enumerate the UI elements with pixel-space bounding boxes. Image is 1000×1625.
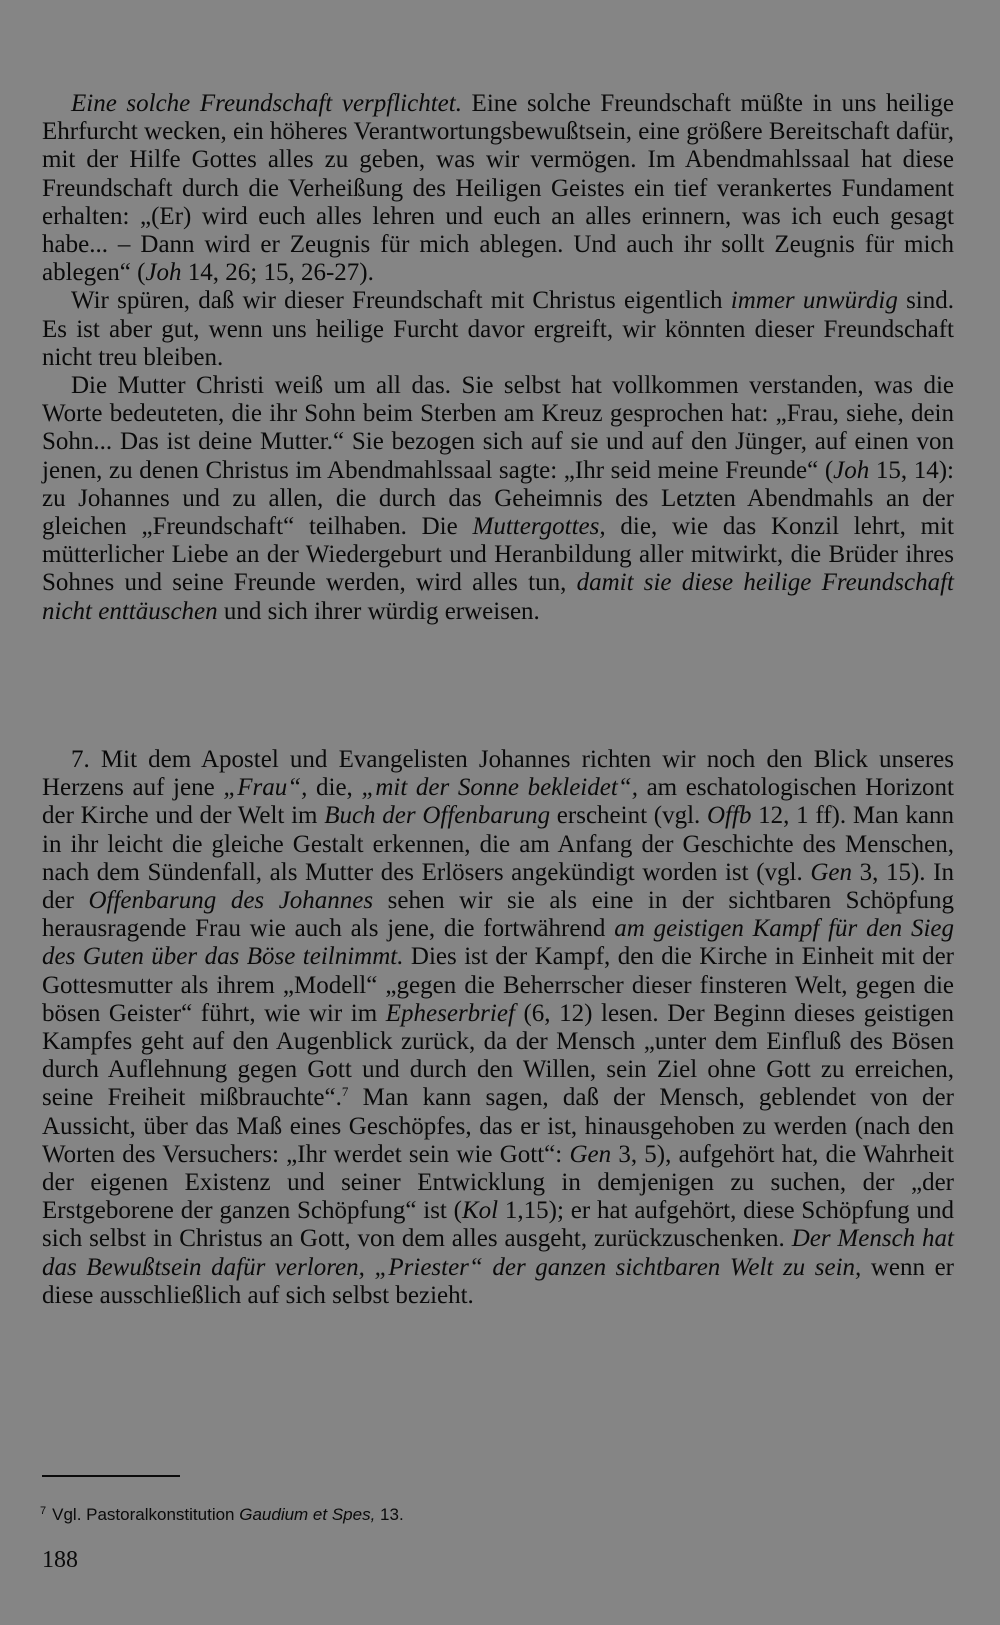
scripture-ref: Gen [810,858,852,886]
footnote-divider [42,1475,180,1477]
emphasis-text: Epheserbrief [385,999,515,1027]
scripture-ref: Kol [462,1197,499,1225]
emphasis-text: Der Mensch hat das Bewußtsein dafür verloren, „Priester“ der ganzen sichtbaren Welt zu sein, [42,1225,954,1281]
page-number: 188 [42,1547,78,1573]
emphasis-text: „mit der Sonne bekleidet“, [361,774,638,802]
emphasis-text: immer unwürdig [730,287,898,315]
footnote-title: Gaudium et Spes, [239,1505,376,1524]
scripture-ref: Joh [833,456,870,484]
footnote-reference[interactable]: 7 [341,1084,349,1100]
footnote-text: Vgl. Pastoralkonstitution [52,1505,240,1524]
footnote-ref: 13. [375,1505,404,1524]
emphasis-text: Offenbarung des Johannes [88,887,374,915]
main-text-section-b [42,746,954,1310]
emphasis-text: „Frau“, [223,774,308,802]
emphasis-text: damit sie diese heilige Freundschaft nicht enttäuschen [42,569,954,625]
paragraph-unworthy: Wir spüren, daß wir dieser Freundschaft mit Christus eigentlich immer unwürdig sind. Es ist aber gut, wenn uns heilige Furcht davor ergreift, wir könnten dieser Freundschaft nicht treu bleiben. [42,287,954,371]
paragraph-mother-of-christ: Die Mutter Christi weiß um all das. Sie selbst hat vollkommen verstanden, was die Worte bedeuteten, die ihr Sohn beim Sterben am Kreuz gesprochen hat: „Frau, siehe, dein Sohn... Das ist deine Mutter.“ Sie bezogen sich auf sie und auf den Jünger, auf einen von jenen, zu denen Christus im Abendmahlssaal sagte: „Ihr seid meine Freunde“ (Joh 15, 14): zu Johannes und zu allen, die durch das Geheimnis des Letzten Abendmahls an der gleichen „Freundschaft“ teilhaben. Die Muttergottes, die, wie das Konzil lehrt, mit mütterlicher Liebe an der Wiedergeburt und Heranbildung aller mitwirkt, die Brüder ihres Sohnes und seine Freunde werden, wird alles tun, damit sie diese heilige Freundschaft nicht enttäuschen und sich ihrer würdig erweisen. [42,372,954,625]
emphasis-text: Muttergottes, [472,513,606,541]
scripture-ref: Offb [707,802,752,830]
paragraph-friendship-obligation: Eine solche Freundschaft verpflichtet. Eine solche Freundschaft müßte in uns heilige Ehrfurcht wecken, ein höheres Verantwortungsbewußtsein, eine größere Bereitschaft dafür, mit der Hilfe Gottes alles zu geben, was wir vermögen. Im Abendmahlssaal hat diese Freundschaft durch die Verheißung des Heiligen Geistes ein tief verankertes Fundament erhalten: „(Er) wird euch alles lehren und euch an alles erinnern, was ich euch gesagt habe... – Dann wird er Zeugnis für mich ablegen. Und auch ihr sollt Zeugnis für mich ablegen“ (Joh 14, 26; 15, 26-27). [42,90,954,287]
footnote [40,1500,404,1526]
main-text-section-a [42,90,954,626]
emphasis-text: Buch der Offenbarung [324,802,551,830]
emphasis-text: Eine solche Freundschaft verpflichtet. [71,90,462,117]
emphasis-text: am geistigen Kampf für den Sieg des Guten über das Böse teilnimmt. [42,915,954,971]
scripture-ref: Joh [145,259,182,287]
paragraph-section-7: 7. Mit dem Apostel und Evangelisten Johannes richten wir noch den Blick unseres Herzens auf jene „Frau“, die, „mit der Sonne bekleidet“, am eschatologischen Horizont der Kirche und der Welt im Buch der Offenbarung erscheint (vgl. Offb 12, 1 ff). Man kann in ihr leicht die gleiche Gestalt erkennen, die am Anfang der Geschichte des Menschen, nach dem Sündenfall, als Mutter des Erlösers angekündigt worden ist (vgl. Gen 3, 15). In der Offenbarung des Johannes sehen wir sie als eine in der sichtbaren Schöpfung herausragende Frau wie auch als jene, die fortwährend am geistigen Kampf für den Sieg des Guten über das Böse teilnimmt. Dies ist der Kampf, den die Kirche in Einheit mit der Gottesmutter als ihrem „Modell“ „gegen die Beherrscher dieser finsteren Welt, gegen die bösen Geister“ führt, wie wir im Epheserbrief (6, 12) lesen. Der Beginn dieses geistigen Kampfes geht auf den Augenblick zurück, da der Mensch „unter dem Einfluß des Bösen durch Auflehnung gegen Gott und durch den Willen, sein Ziel ohne Gott zu erreichen, seine Freiheit mißbrauchte“.$^7$ Man kann sagen, daß der Mensch, geblendet von der Aussicht, über das Maß eines Geschöpfes, das er ist, hinausgehoben zu werden (nach den Worten des Versuchers: „Ihr werdet sein wie Gott“: Gen 3, 5), aufgehört hat, die Wahrheit der eigenen Existenz und seiner Entwicklung in demjenigen zu suchen, der „der Erstgeborene der ganzen Schöpfung“ ist (Kol 1,15); er hat aufgehört, diese Schöpfung und sich selbst in Christus an Gott, von dem alles ausgeht, zurückzuschenken. Der Mensch hat das Bewußtsein dafür verloren, „Priester“ der ganzen sichtbaren Welt zu sein, wenn er diese ausschließlich auf sich selbst bezieht. [42,746,955,1309]
scripture-ref: Gen [569,1140,612,1168]
footnote-marker: 7 [40,1505,47,1517]
